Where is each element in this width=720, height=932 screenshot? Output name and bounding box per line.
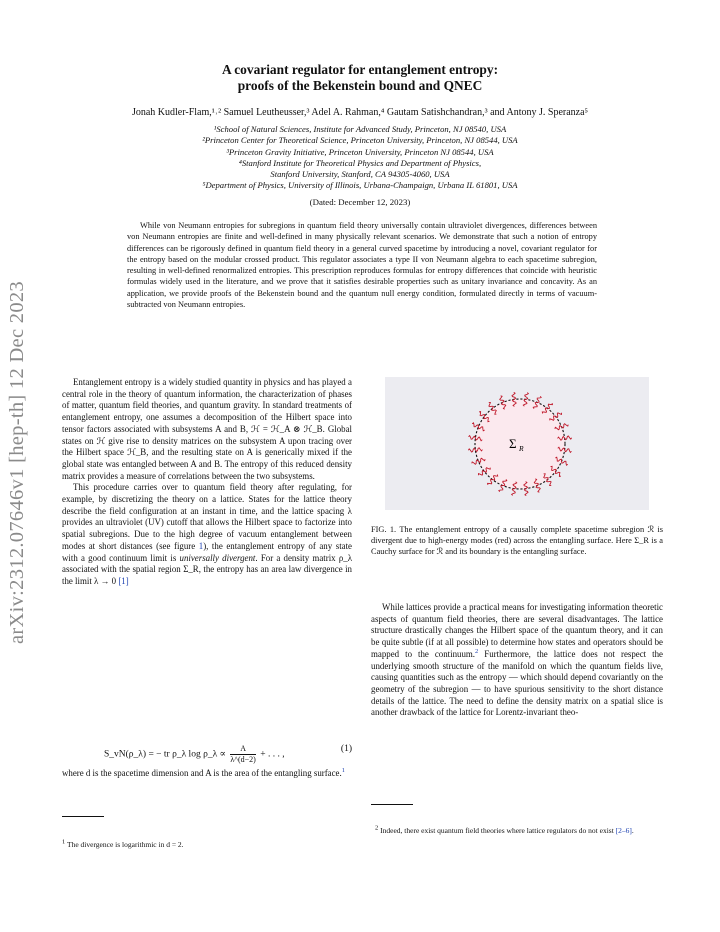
footnote-2-text-b: . — [631, 826, 634, 835]
figure-1-svg — [385, 377, 649, 510]
figure-1-caption — [371, 524, 663, 557]
affiliation-2: ²Princeton Center for Theoretical Science, Princeton University, Princeton, NJ 08544, USA — [202, 135, 518, 146]
equation-tail: + . . . , — [260, 749, 285, 760]
intro-paragraph-2 — [62, 482, 352, 587]
title-line-2: proofs of the Bekenstein bound and QNEC — [237, 78, 483, 93]
footnote-1-text: The divergence is logarithmic in d = 2. — [67, 840, 184, 849]
fraction-denominator: λ^(d−2) — [230, 755, 256, 764]
affiliation-4: ⁴Stanford Institute for Theoretical Physics and Department of Physics, — [238, 157, 482, 168]
p2-text-a: This procedure carries over to quantum field theory after regulating, for example, by discretizing the theory on a lattice. States for the lattice theory describe the field configuration at an instant in time, and the lattice spacing λ provides an ultraviolet (UV) cutoff that allows the Hilbert space to factorize into spatial subregions. Due to the high degree of vacuum entanglement between modes at short distances (see figure — [62, 482, 352, 551]
p2-emphasis: universally divergent — [179, 552, 256, 563]
footnote-2-number: 2 — [375, 824, 379, 832]
footnote-rule-left — [62, 816, 104, 817]
left-column — [62, 377, 352, 588]
footnote-1 — [62, 840, 352, 850]
caption-text: The entanglement entropy of a causally complete spacetime subregion ℛ is divergent due to high-energy modes (red) across the entangling surface. Here Σ_R is a Cauchy surface for ℛ and its boundary is the entangling surface. — [371, 525, 664, 557]
author-list: Jonah Kudler-Flam,¹˒² Samuel Leutheusser,³ Adel A. Rahman,⁴ Gautam Satishchandran,³ and Antony J. Speranza⁵ — [131, 107, 589, 118]
right-p1-text-a: While lattices provide a practical means for investigating information theoretic aspects of quantum field theories, there are several disadvantages. The lattice structure drastically changes the Hilbert space of the quantum theory, and it can be quite subtle (if at all possible) to determine how states and operators should be mapped to the continuum. — [371, 602, 663, 659]
intro-paragraph-1: Entanglement entropy is a widely studied quantity in physics and has played a central role in the theory of quantum information, the characterization of phases of matter, quantum field theories, and quantum gravity. In standard treatments of entanglement entropy, one assumes a decomposition of the Hilbert space into tensor factors associated with subsystems A and B, ℋ = ℋ_A ⊗ ℋ_B. Global states on ℋ give rise to density matrices on the subsystem A upon tracing over the Hilbert space ℋ_B, and the resulting state on A is generically mixed if the global state was entangled between A and B. The entropy of this reduced density matrix provides a measure of correlations between the two subsystems. — [62, 377, 352, 481]
footnote-2-text-a: Indeed, there exist quantum field theories where lattice regulators do not exist — [380, 826, 616, 835]
region-label-subscript: R — [519, 444, 524, 453]
p2-text-c: . For a density matrix ρ_λ associated with the spatial region Σ_R, the entropy has an area law divergence in the limit λ → 0 — [62, 552, 352, 586]
arxiv-stamp: arXiv:2312.07646v1 [hep-th] 12 Dec 2023 — [6, 281, 28, 644]
region-label: Σ — [509, 436, 517, 451]
equation-lhs: S_vN(ρ_λ) = − tr ρ_λ log ρ_λ ∝ — [104, 749, 226, 760]
equation-number: (1) — [340, 744, 352, 754]
footnote-rule-right — [371, 804, 413, 805]
p2-text-b: ), the entanglement entropy of any state with a good continuum limit is — [62, 540, 352, 563]
affiliation-4-cont: Stanford University, Stanford, CA 94305-4060, USA — [270, 169, 450, 180]
figure-1-panel — [385, 377, 649, 510]
footnote-2 — [371, 826, 663, 836]
affiliation-5: ⁵Department of Physics, University of Illinois, Urbana-Champaign, Urbana IL 61801, USA — [202, 180, 518, 191]
title-line-1: A covariant regulator for entanglement entropy: — [221, 62, 499, 77]
fraction-numerator: A — [230, 744, 255, 755]
equation-body — [104, 744, 285, 765]
affiliation-1: ¹School of Natural Sciences, Institute for Advanced Study, Princeton, NJ 08540, USA — [213, 124, 507, 134]
right-paragraph-1 — [371, 602, 663, 719]
footnote-1-marker[interactable]: 1 — [341, 767, 345, 775]
affiliations — [40, 124, 680, 192]
figure-1-link[interactable]: 1 — [198, 540, 204, 551]
affiliation-3: ³Princeton Gravity Initiative, Princeton University, Princeton NJ 08544, USA — [226, 146, 494, 157]
footnote-2-marker[interactable]: 2 — [475, 647, 479, 655]
right-column — [371, 602, 663, 719]
date-line: (Dated: December 12, 2023) — [309, 197, 411, 207]
left-column-continued — [62, 768, 352, 780]
citation-2-6-link[interactable]: [2–6] — [615, 826, 632, 835]
equation-1 — [62, 734, 352, 768]
abstract: While von Neumann entropies for subregions in quantum field theory universally contain ultraviolet divergences, differences between von Neumann entropies are finite and well-defined in many physically relevant scenarios. We demonstrate that such a notion of entropy differences can be rigorously defined in quantum field theory in a general curved spacetime by introducing a novel, covariant regulator for the entropy based on the modular crossed product. This regulator associates a type II von Neumann algebra to each spacetime subregion, resulting in well-defined renormalized entropies. This prescription reproduces formulas for entropy differences that coincide with heuristic formulas widely used in the literature, and we prove that it satisfies desirable properties such as unitary invariance and concavity. As an application, we provide proofs of the Bekenstein bound and the quantum null energy condition, formulated directly in terms of vacuum-subtracted von Neumann entropies. — [127, 221, 597, 310]
caption-label: FIG. 1. — [371, 525, 397, 534]
right-p1-text-b: Furthermore, the lattice does not respect the underlying smooth structure of the manifold on which the quantum fields live, causing quantities such as the entropy — which should depend covariantly on the geometry of the subregion — to have spurious sensitivity to the short distance details of the lattice. The need to define the density matrix on a spatial slice is another drawback of the lattice for Lorentz-invariant theo- — [371, 648, 663, 718]
footnote-1-number: 1 — [62, 838, 66, 846]
paper-title — [90, 62, 630, 94]
p3-text: where d is the spacetime dimension and A is the area of the entangling surface. — [62, 768, 342, 778]
citation-1-link[interactable]: [1] — [118, 575, 129, 586]
intro-paragraph-3 — [62, 768, 352, 780]
equation-fraction — [230, 744, 255, 765]
